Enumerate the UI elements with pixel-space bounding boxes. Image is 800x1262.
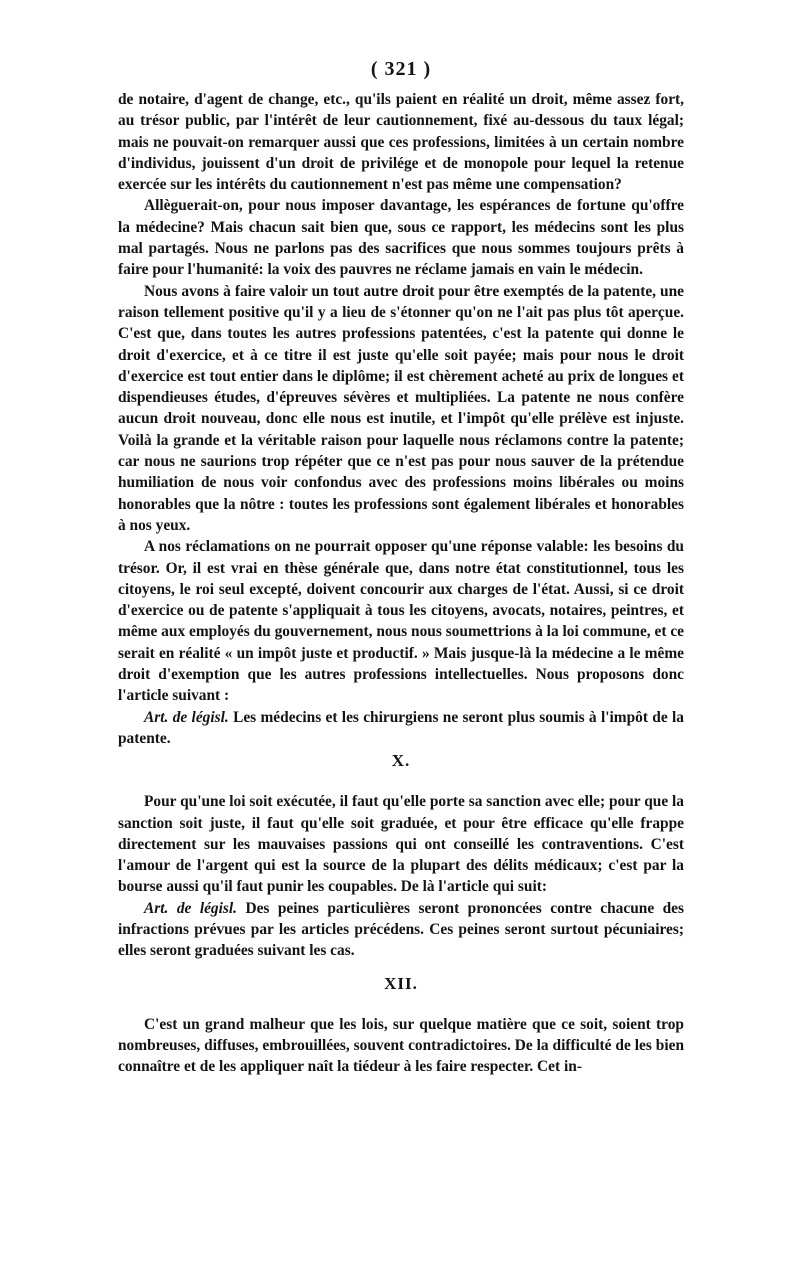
article-label: Art. de législ. [144, 708, 229, 726]
paragraph-fortune: Allèguerait-on, pour nous imposer davantage, les espérances de fortune qu'offre la médecine? Mais chacun sait bien que, sous ce rapport, les médecins sont les plus mal partagés. Nous ne parlons pas des sacrifices que nous sommes toujours prêts à faire pour l'humanité: la voix des pauvres ne réclame jamais en vain le médecin. [118, 197, 684, 279]
paragraph-exemption-right: Nous avons à faire valoir un tout autre droit pour être exemptés de la patente, une raison tellement positive qu'il y a lieu de s'étonner qu'on ne l'ait pas plus tôt aperçue. C'est que, dans toutes les autres professions patentées, c'est la patente qui donne le droit d'exercice, et à ce titre il est juste qu'elle soit payée; mais pour nous le droit d'exercice est tout entier dans le diplôme; il est chèrement acheté au prix de longues et dispendieuses études, d'épreuves sévères et multipliées. La patente ne nous confère aucun droit nouveau, donc elle nous est inutile, et l'impôt qu'elle prélève est injuste. Voilà la grande et la véritable raison pour laquelle nous réclamons contre la patente; car nous ne saurions trop répéter que ce n'est pas pour nous sauver de la prétendue humiliation de nous voir confondus avec des professions moins libérales ou moins honorables que la nôtre : toutes les professions sont également libérales et honorables à nos yeux. [118, 282, 684, 534]
article-label: Art. de législ. [144, 899, 238, 917]
article-text: Les médecins et les chirurgiens ne seront plus soumis à l'impôt de la patente. [118, 708, 684, 747]
paragraph-continuation: de notaire, d'agent de change, etc., qu'ils paient en réalité un droit, même assez fort, au trésor public, par l'intérêt de leur cautionnement, fixé au-dessous du taux légal; mais ne pouvait-on remarquer aussi que ces professions, limitées à un certain nombre d'individus, jouissent d'un droit de privilége et de monopole pour lequel la retenue exercée sur les intérêts du cautionnement n'est pas même une compensation? [118, 91, 684, 194]
paragraph-lois: C'est un grand malheur que les lois, sur quelque matière que ce soit, soient trop nombreuses, diffuses, embrouillées, souvent contradictoires. De la difficulté de les bien connaître et de les appliquer naît la tiédeur à les faire respecter. Cet in- [118, 1015, 684, 1076]
paragraph-treasury: A nos réclamations on ne pourrait opposer qu'une réponse valable: les besoins du trésor. Or, il est vrai en thèse générale que, dans notre état constitutionnel, tous les citoyens, le roi seul excepté, doivent concourir aux charges de l'état. Aussi, si ce droit d'exercice ou de patente s'appliquait à tous les citoyens, avocats, notaires, peintres, et même aux employés du gouvernement, nous nous soumettrions à la loi commune, et ce serait en réalité « un impôt juste et productif. » Mais jusque-là la médecine a le même droit d'exemption que les autres professions intellectuelles. Nous proposons donc l'article suivant : [118, 538, 684, 705]
paragraph-sanction: Pour qu'une loi soit exécutée, il faut qu'elle porte sa sanction avec elle; pour que la sanction soit juste, il faut qu'elle soit graduée, et pour être efficace qu'elle frappe directement sur les mauvaises passions qui ont conseillé les contraventions. C'est l'amour de l'argent qui est la source de la plupart des délits médicaux; c'est par la bourse aussi qu'il faut punir les coupables. De là l'article qui suit: [118, 793, 684, 896]
page-number: ( 321 ) [370, 58, 432, 80]
article-text: Des peines particulières seront prononcées contre chacune des infractions prévues par les articles précédens. Ces peines seront surtout pécuniaires; elles seront graduées suivant les cas. [118, 899, 684, 960]
section-heading-xii: XII. [384, 973, 418, 993]
section-heading-x: X. [391, 751, 411, 771]
article-peines [118, 898, 684, 962]
article-patente [118, 707, 684, 750]
